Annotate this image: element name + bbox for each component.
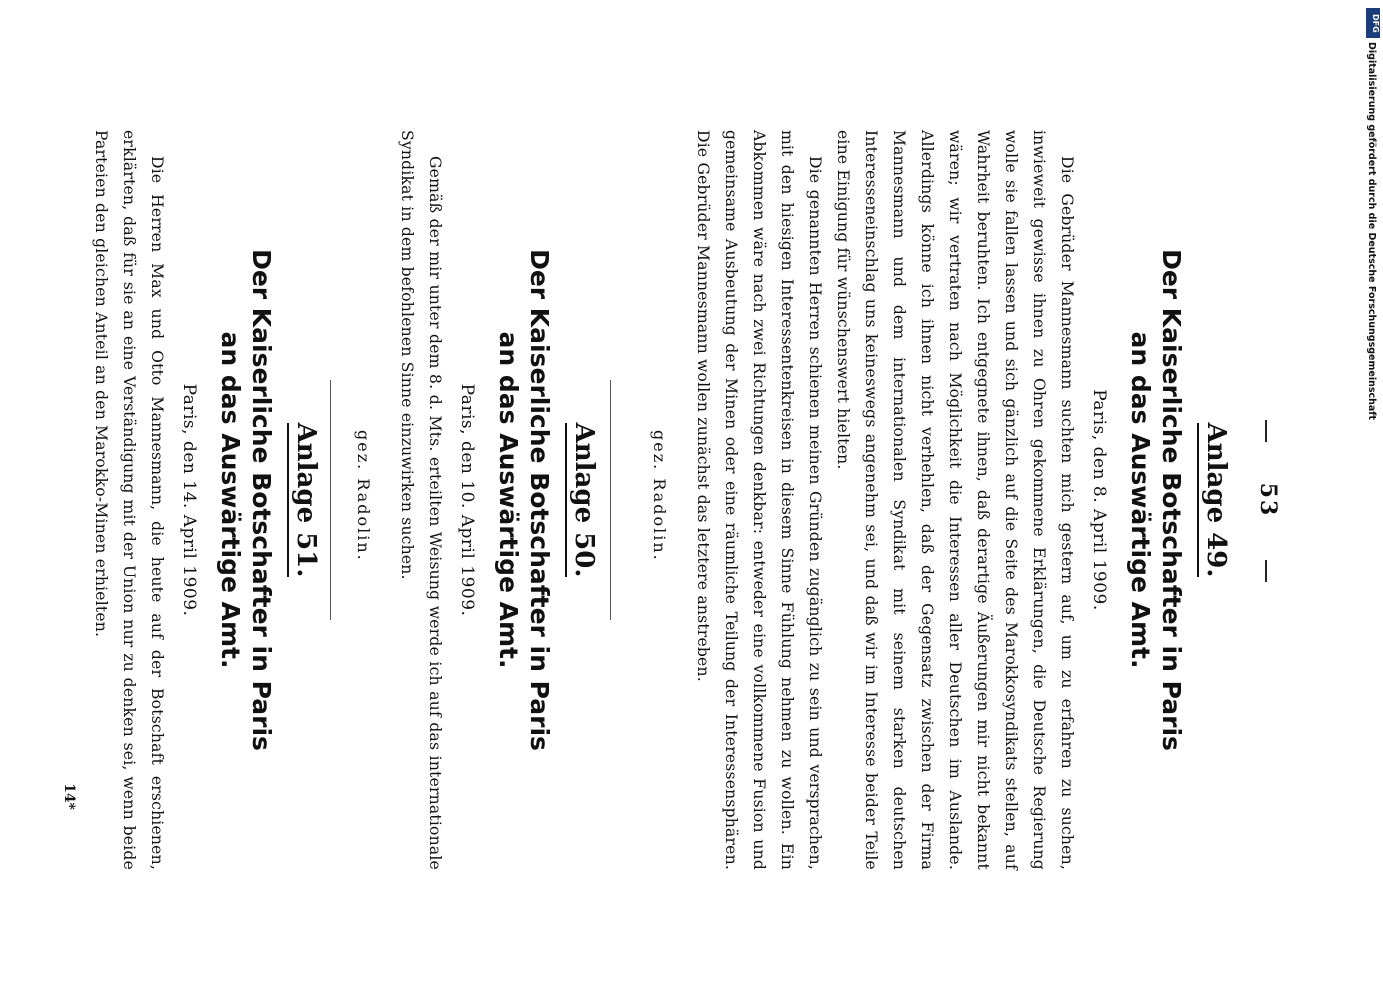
credit-text: Digitalisierung gefördert durch die Deutsche Forschungsgemeinschaft <box>1366 42 1377 420</box>
section-heading: Der Kaiserliche Botschafter in Paris an das Auswärtige Amt. <box>216 249 276 751</box>
header-dash-right <box>1265 560 1267 582</box>
funding-credit <box>1366 8 1383 998</box>
header-dash-left <box>1265 420 1267 442</box>
dateline: Paris, den 14. April 1909. <box>179 383 199 617</box>
section-heading: Der Kaiserliche Botschafter in Paris an das Auswärtige Amt. <box>1126 249 1186 751</box>
dateline: Paris, den 10. April 1909. <box>457 383 477 617</box>
section-divider <box>610 380 611 620</box>
bogen-signature-mark: 14* <box>61 783 77 810</box>
page-header <box>1241 120 1281 880</box>
section-anlage-49 <box>650 130 1231 870</box>
anlage-title: Anlage 49. <box>1201 130 1231 870</box>
body-paragraph: Die Gebrüder Mannesmann suchten mich gestern auf, um zu erfahren zu suchen, inwieweit gewisse ihnen zu Ohren gekommene Erklärungen, die Deutsche Regierung wolle sie fallen lassen und sich gänzlich auf die Seite des Marokkosyndikats stellen, auf Wahrheit beruhten. Ich entgegnete ihnen, daß derartige Äußerungen mir nicht bekannt wären; wir vertraten nach Möglichkeit die Interessen aller Deutschen im Auslande. Allerdings könne ich ihnen nicht verhehlen, daß der Gegensatz zwischen der Firma Mannesmann und dem internationalen Syndikat mit seinem starken deutschen Interesseneinschlag uns keineswegs angenehm sei, und daß wir im Interesse beider Teile eine Einigung für wünschenswert hielten. <box>834 130 1076 870</box>
anlage-title: Anlage 50. <box>569 130 599 870</box>
signature: gez. Radolin. <box>650 430 669 562</box>
body-paragraph: Gemäß der mir unter dem 8. d. Mts. erteilten Weisung werde ich auf das internationale Syndikat in dem befohlenen Sinne einzuwirken suchen. <box>398 130 444 870</box>
section-heading: Der Kaiserliche Botschafter in Paris an das Auswärtige Amt. <box>494 249 554 751</box>
dfg-logo: DFG <box>1366 8 1380 38</box>
dateline: Paris, den 8. April 1909. <box>1089 389 1109 611</box>
signature: gez. Radolin. <box>354 430 373 562</box>
page-number: 53 <box>1255 482 1281 518</box>
rotated-document-page <box>51 120 1311 880</box>
section-anlage-51 <box>61 130 321 870</box>
body-paragraph: Die Herren Max und Otto Mannesmann, die heute auf der Botschaft erschienen, erklärten, daß für sie an eine Verständigung mit der Union nur zu denken sei, wenn beide Parteien den gleichen Anteil an den Marokko-Minen erhielten. <box>92 130 166 870</box>
section-divider <box>330 380 331 620</box>
section-anlage-50 <box>354 130 599 870</box>
anlage-title: Anlage 51. <box>291 130 321 870</box>
body-paragraph: Die genannten Herren schienen meinen Gründen zugänglich zu sein und versprachen, mit den hiesigen Interessentenkreisen in diesem Sinne Fühlung nehmen zu wollen. Ein Abkommen wäre nach zwei Richtungen denkbar: entweder eine vollkommene Fusion und gemeinsame Ausbeutung der Minen oder eine räumliche Teilung der Interessensphären. Die Gebrüder Mannesmann wollen zunächst das letztere anstreben. <box>694 130 824 870</box>
